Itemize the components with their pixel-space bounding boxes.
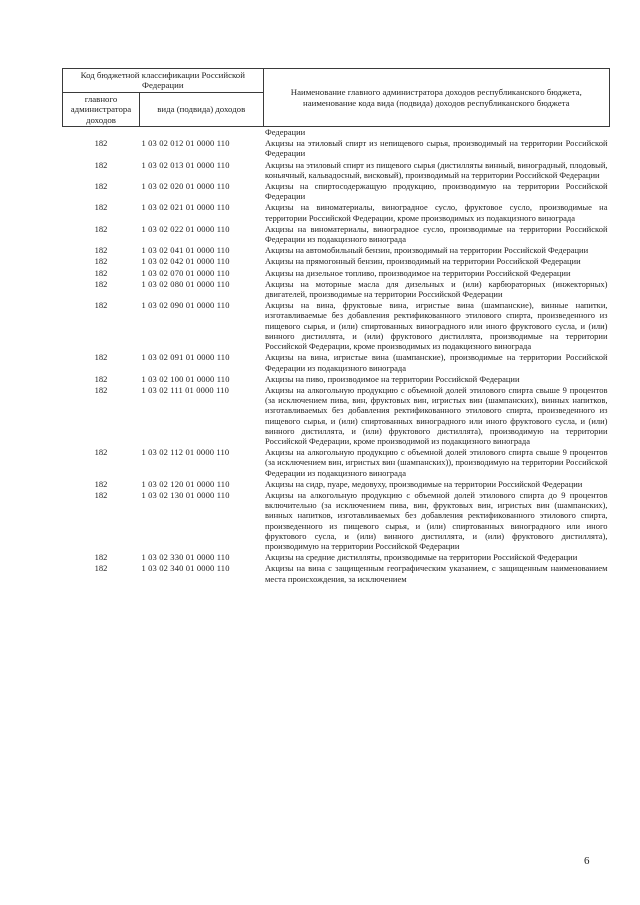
table-row (63, 256, 610, 267)
income-code-cell: 1 03 02 070 01 0000 110 (141, 267, 230, 278)
income-code-cell: 1 03 02 340 01 0000 110 (141, 563, 230, 574)
income-name-cell: Акцизы на средние дистилляты, производимые на территории Российской Федерации (265, 552, 578, 563)
income-code-cell: 1 03 02 042 01 0000 110 (141, 256, 230, 267)
admin-code-cell: 182 (94, 384, 108, 395)
table-row (63, 563, 610, 584)
income-name-cell: Акцизы на автомобильный бензин, производимый на территории Российской Федерации (265, 245, 589, 256)
table-header (63, 69, 610, 127)
income-name-cell: Акцизы на пиво, производимое на территории Российской Федерации (265, 373, 520, 384)
income-code-cell: 1 03 02 111 01 0000 110 (141, 384, 229, 395)
table-row (63, 268, 610, 279)
header-group-title: Код бюджетной классификации Российской Федерации (63, 69, 264, 93)
table-row (63, 245, 610, 256)
header-col-code: вида (подвида) доходов (139, 92, 263, 126)
admin-code-cell: 182 (94, 181, 108, 192)
budget-classification-table (62, 68, 610, 585)
admin-code-cell: 182 (94, 300, 108, 311)
admin-code-cell: 182 (94, 245, 108, 256)
income-name-cell: Акцизы на алкогольную продукцию с объемной долей этилового спирта свыше 9 процентов (за исключением пива, вин, фруктовых вин, игристых вин (шампанских), винных напитков, изготавливаемых без добавления ректификованного этилового спирта, произведенного из пищевого сырья, и (или) спиртованных виноградного или иного фруктового сусла, и (или) винного дистиллята, и (или) фруктового дистиллята), производимую на территории Российской Федерации, кроме производимой из подакцизного винограда (265, 384, 608, 446)
income-code-cell: 1 03 02 080 01 0000 110 (141, 278, 230, 289)
admin-code-cell: 182 (94, 138, 108, 149)
income-code-cell: 1 03 02 012 01 0000 110 (141, 138, 230, 149)
table-row (63, 202, 610, 223)
income-code-cell: 1 03 02 022 01 0000 110 (141, 223, 230, 234)
table-row (63, 447, 610, 479)
income-name-cell: Акцизы на вина с защищенным географическим указанием, с защищенным наименованием места происхождения, за исключением (265, 563, 608, 584)
income-code-cell: 1 03 02 041 01 0000 110 (141, 245, 230, 256)
table-row (63, 352, 610, 373)
table-row (63, 479, 610, 490)
admin-code-cell: 182 (94, 373, 108, 384)
table-row (63, 552, 610, 563)
income-name-cell: Акцизы на сидр, пуаре, медовуху, производимые на территории Российской Федерации (265, 478, 583, 489)
table-row (63, 160, 610, 181)
admin-code-cell: 182 (94, 267, 108, 278)
page-number: 6 (584, 855, 590, 867)
table-row (63, 374, 610, 385)
income-code-cell: 1 03 02 020 01 0000 110 (141, 181, 230, 192)
table-row (63, 385, 610, 447)
income-name-cell: Акцизы на прямогонный бензин, производимый на территории Российской Федерации (265, 256, 581, 267)
continuation-row (63, 127, 610, 139)
income-name-cell: Акцизы на алкогольную продукцию с объемной долей этилового спирта до 9 процентов включительно (за исключением пива, вин, фруктовых вин, игристых вин (шампанских), винных напитков, изготавливаемых без добавления ректификованного этилового спирта, произведенного из пищевого сырья, и (или) спиртованных виноградного или иного фруктового сусла, и (или) винного дистиллята, и (или) фруктового дистиллята), производимую на территории Российской Федерации (265, 489, 608, 551)
table-body (63, 127, 610, 585)
income-name-cell: Акцизы на вина, фруктовые вина, игристые вина (шампанские), винные напитки, изготавливаемые без добавления ректификованного этилового спирта, произведенного из пищевого сырья, и (или) спиртованных виноградного или иного фруктового сусла, и (или) винного дистиллята, и (или) фруктового дистиллята, производимые на территории Российской Федерации, кроме производимых из подакцизного винограда (265, 300, 608, 352)
admin-code-cell: 182 (94, 552, 108, 563)
table-row (63, 279, 610, 300)
income-code-cell: 1 03 02 330 01 0000 110 (141, 552, 230, 563)
admin-code-cell: 182 (94, 563, 108, 574)
income-code-cell: 1 03 02 021 01 0000 110 (141, 202, 230, 213)
income-name-cell: Акцизы на виноматериалы, виноградное сусло, фруктовое сусло, производимые на территории Российской Федерации, кроме производимых из подакцизного винограда (265, 202, 608, 223)
income-code-cell: 1 03 02 112 01 0000 110 (141, 447, 230, 458)
admin-code-cell: 182 (94, 447, 108, 458)
income-name-cell: Акцизы на этиловый спирт из непищевого сырья, производимый на территории Российской Федерации (265, 138, 608, 159)
admin-code-cell: 182 (94, 278, 108, 289)
table-row (63, 224, 610, 245)
admin-code-cell: 182 (94, 478, 108, 489)
admin-code-cell: 182 (94, 159, 108, 170)
income-name-cell: Акцизы на вина, игристые вина (шампанские), производимые на территории Российской Федерации из подакцизного винограда (265, 352, 608, 373)
header-col-name: Наименование главного администратора доходов республиканского бюджета, наименование кода вида (подвида) доходов республиканского бюджета (263, 69, 609, 127)
income-name-cell: Акцизы на этиловый спирт из пищевого сырья (дистилляты винный, виноградный, плодовый, коньячный, кальвадосный, висковый), производимый на территории Российской Федерации (265, 159, 608, 180)
admin-code-cell: 182 (94, 202, 108, 213)
income-name-cell: Акцизы на алкогольную продукцию с объемной долей этилового спирта свыше 9 процентов (за исключением вин, игристых вин (шампанских)), производимую на территории Российской Федерации из подакцизного винограда (265, 447, 608, 478)
admin-code-cell: 182 (94, 223, 108, 234)
income-code-cell: 1 03 02 130 01 0000 110 (141, 489, 230, 500)
income-code-cell: 1 03 02 100 01 0000 110 (141, 373, 230, 384)
income-name-cell: Акцизы на дизельное топливо, производимое на территории Российской Федерации (265, 267, 571, 278)
table-row (63, 300, 610, 352)
income-code-cell: 1 03 02 090 01 0000 110 (141, 300, 230, 311)
income-name-cell: Акцизы на моторные масла для дизельных и (или) карбюраторных (инжекторных) двигателей, производимые на территории Российской Федерации (265, 278, 608, 300)
income-code-cell: 1 03 02 120 01 0000 110 (141, 478, 230, 489)
income-code-cell: 1 03 02 013 01 0000 110 (141, 159, 230, 170)
admin-code-cell: 182 (94, 489, 108, 500)
header-col-admin: главного администратора доходов (63, 92, 140, 126)
income-name-cell: Акцизы на спиртосодержащую продукцию, производимую на территории Российской Федерации (265, 181, 608, 202)
continuation-text: Федерации (265, 127, 306, 138)
table-row (63, 181, 610, 202)
table-row (63, 490, 610, 552)
table-row (63, 138, 610, 159)
income-code-cell: 1 03 02 091 01 0000 110 (141, 352, 230, 363)
admin-code-cell: 182 (94, 352, 108, 363)
income-name-cell: Акцизы на виноматериалы, виноградное сусло, производимые на территории Российской Федерации из подакцизного винограда (265, 223, 608, 245)
admin-code-cell: 182 (94, 256, 108, 267)
